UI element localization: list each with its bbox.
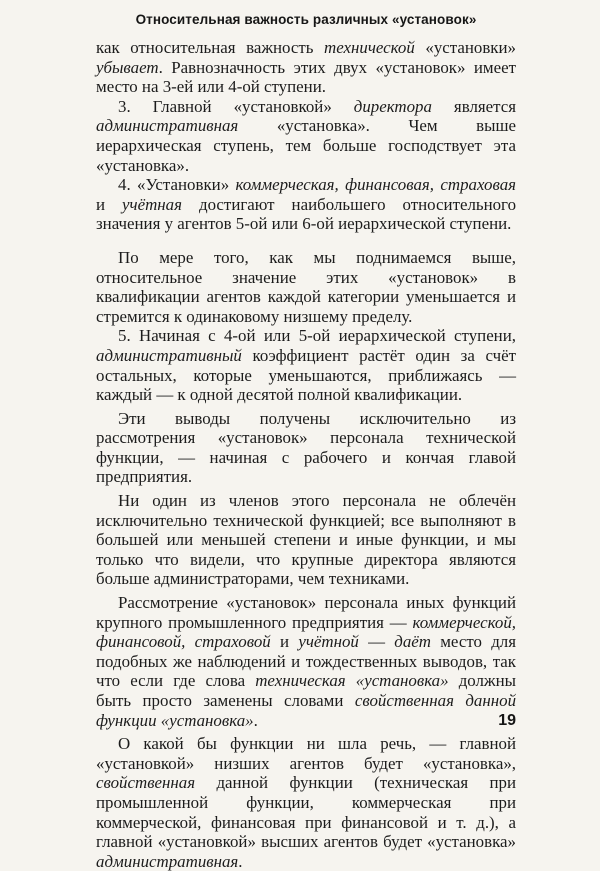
paragraph-5 <box>96 326 516 404</box>
text-run: Ни один из членов этого персонала не облечён исключительно технической функцией; все выполняют в большей или меньшей степени и иные функции, и мы только что видели, что крупные директора являются больше администраторами, чем техниками. <box>96 491 516 589</box>
page-number: 19 <box>498 712 516 729</box>
paragraph-6 <box>96 409 516 487</box>
italic-run: административный <box>96 345 242 365</box>
text-run: По мере того, как мы поднимаемся выше, относительное значение этих «установок» в квалификации агентов каждой категории уменьшается и стремится к одинаковому низшему пределу. <box>96 247 516 326</box>
body-text <box>96 38 516 871</box>
paragraph-4 <box>96 248 516 326</box>
paragraph-9 <box>96 734 516 871</box>
text-run: данной функции (техническая при промышленной функции, коммерческая при коммерческой, финансовая при финансовой и т. д.), а главной «установкой» высших агентов будет «установка» <box>96 773 516 852</box>
italic-run: административная <box>96 851 239 871</box>
paragraph-2 <box>96 97 516 175</box>
text-run: — <box>358 632 395 652</box>
text-run: и <box>96 194 123 214</box>
text-run: О какой бы функции ни шла речь, — главной «установкой» низших агентов будет «установка», <box>96 734 516 773</box>
text-run: как относительная важность <box>96 38 325 57</box>
text-run: достигают наибольшего относительного значения у агентов 5-ой или 6-ой иерархической ступени. <box>96 194 517 234</box>
text-run: 3. Главной «установкой» <box>118 96 354 116</box>
text-run: коэффициент растёт один за счёт остальных, которые уменьшаются, приближаясь — каждый — к одной десятой полной квалификации. <box>96 345 516 405</box>
italic-run: свойственная данной функции «установка» <box>96 691 517 730</box>
italic-run: коммерческой, финансовой, страховой <box>96 612 516 652</box>
text-run: место для подобных же наблюдений и тождественных выводов, так что если где слова <box>96 632 516 691</box>
paragraph-8 <box>96 593 516 730</box>
italic-run: учётная <box>122 194 182 214</box>
text-run: и <box>270 632 299 652</box>
italic-run: административная <box>96 116 239 136</box>
italic-run: даёт <box>394 632 431 652</box>
paragraph-7 <box>96 491 516 589</box>
text-run: является <box>431 96 516 116</box>
italic-run: убывает <box>96 57 159 77</box>
text-run: . <box>238 851 243 871</box>
italic-run: свойственная <box>96 773 196 793</box>
italic-run: технической <box>324 38 415 57</box>
italic-run: коммерческая, финансовая, страховая <box>235 175 516 195</box>
text-run: должны быть просто заменены словами <box>96 671 516 710</box>
text-run: «установки» <box>414 38 516 57</box>
text-run: 4. «Установки» <box>118 175 236 195</box>
paragraph-3 <box>96 175 516 234</box>
italic-run: техническая «установка» <box>255 671 449 691</box>
text-run: «установка». Чем выше иерархическая ступень, тем больше господствует эта «установка». <box>96 116 516 175</box>
text-run: . Равнозначность этих двух «установок» имеет место на 3-ей или 4-ой ступени. <box>96 57 516 97</box>
text-run: . <box>253 710 258 730</box>
italic-run: учётной <box>298 632 359 652</box>
text-run: Эти выводы получены исключительно из рассмотрения «установок» персонала технической функции, — начиная с рабочего и кончая главой предприятия. <box>96 408 516 487</box>
text-run: Рассмотрение «установок» персонала иных функций крупного промышленного предприятия — <box>96 593 516 632</box>
italic-run: директора <box>353 96 432 116</box>
running-header: Относительная важность различных «установок» <box>135 12 477 27</box>
text-run: 5. Начиная с 4-ой или 5-ой иерархической ступени, <box>118 326 516 346</box>
paragraph-1 <box>96 38 516 97</box>
